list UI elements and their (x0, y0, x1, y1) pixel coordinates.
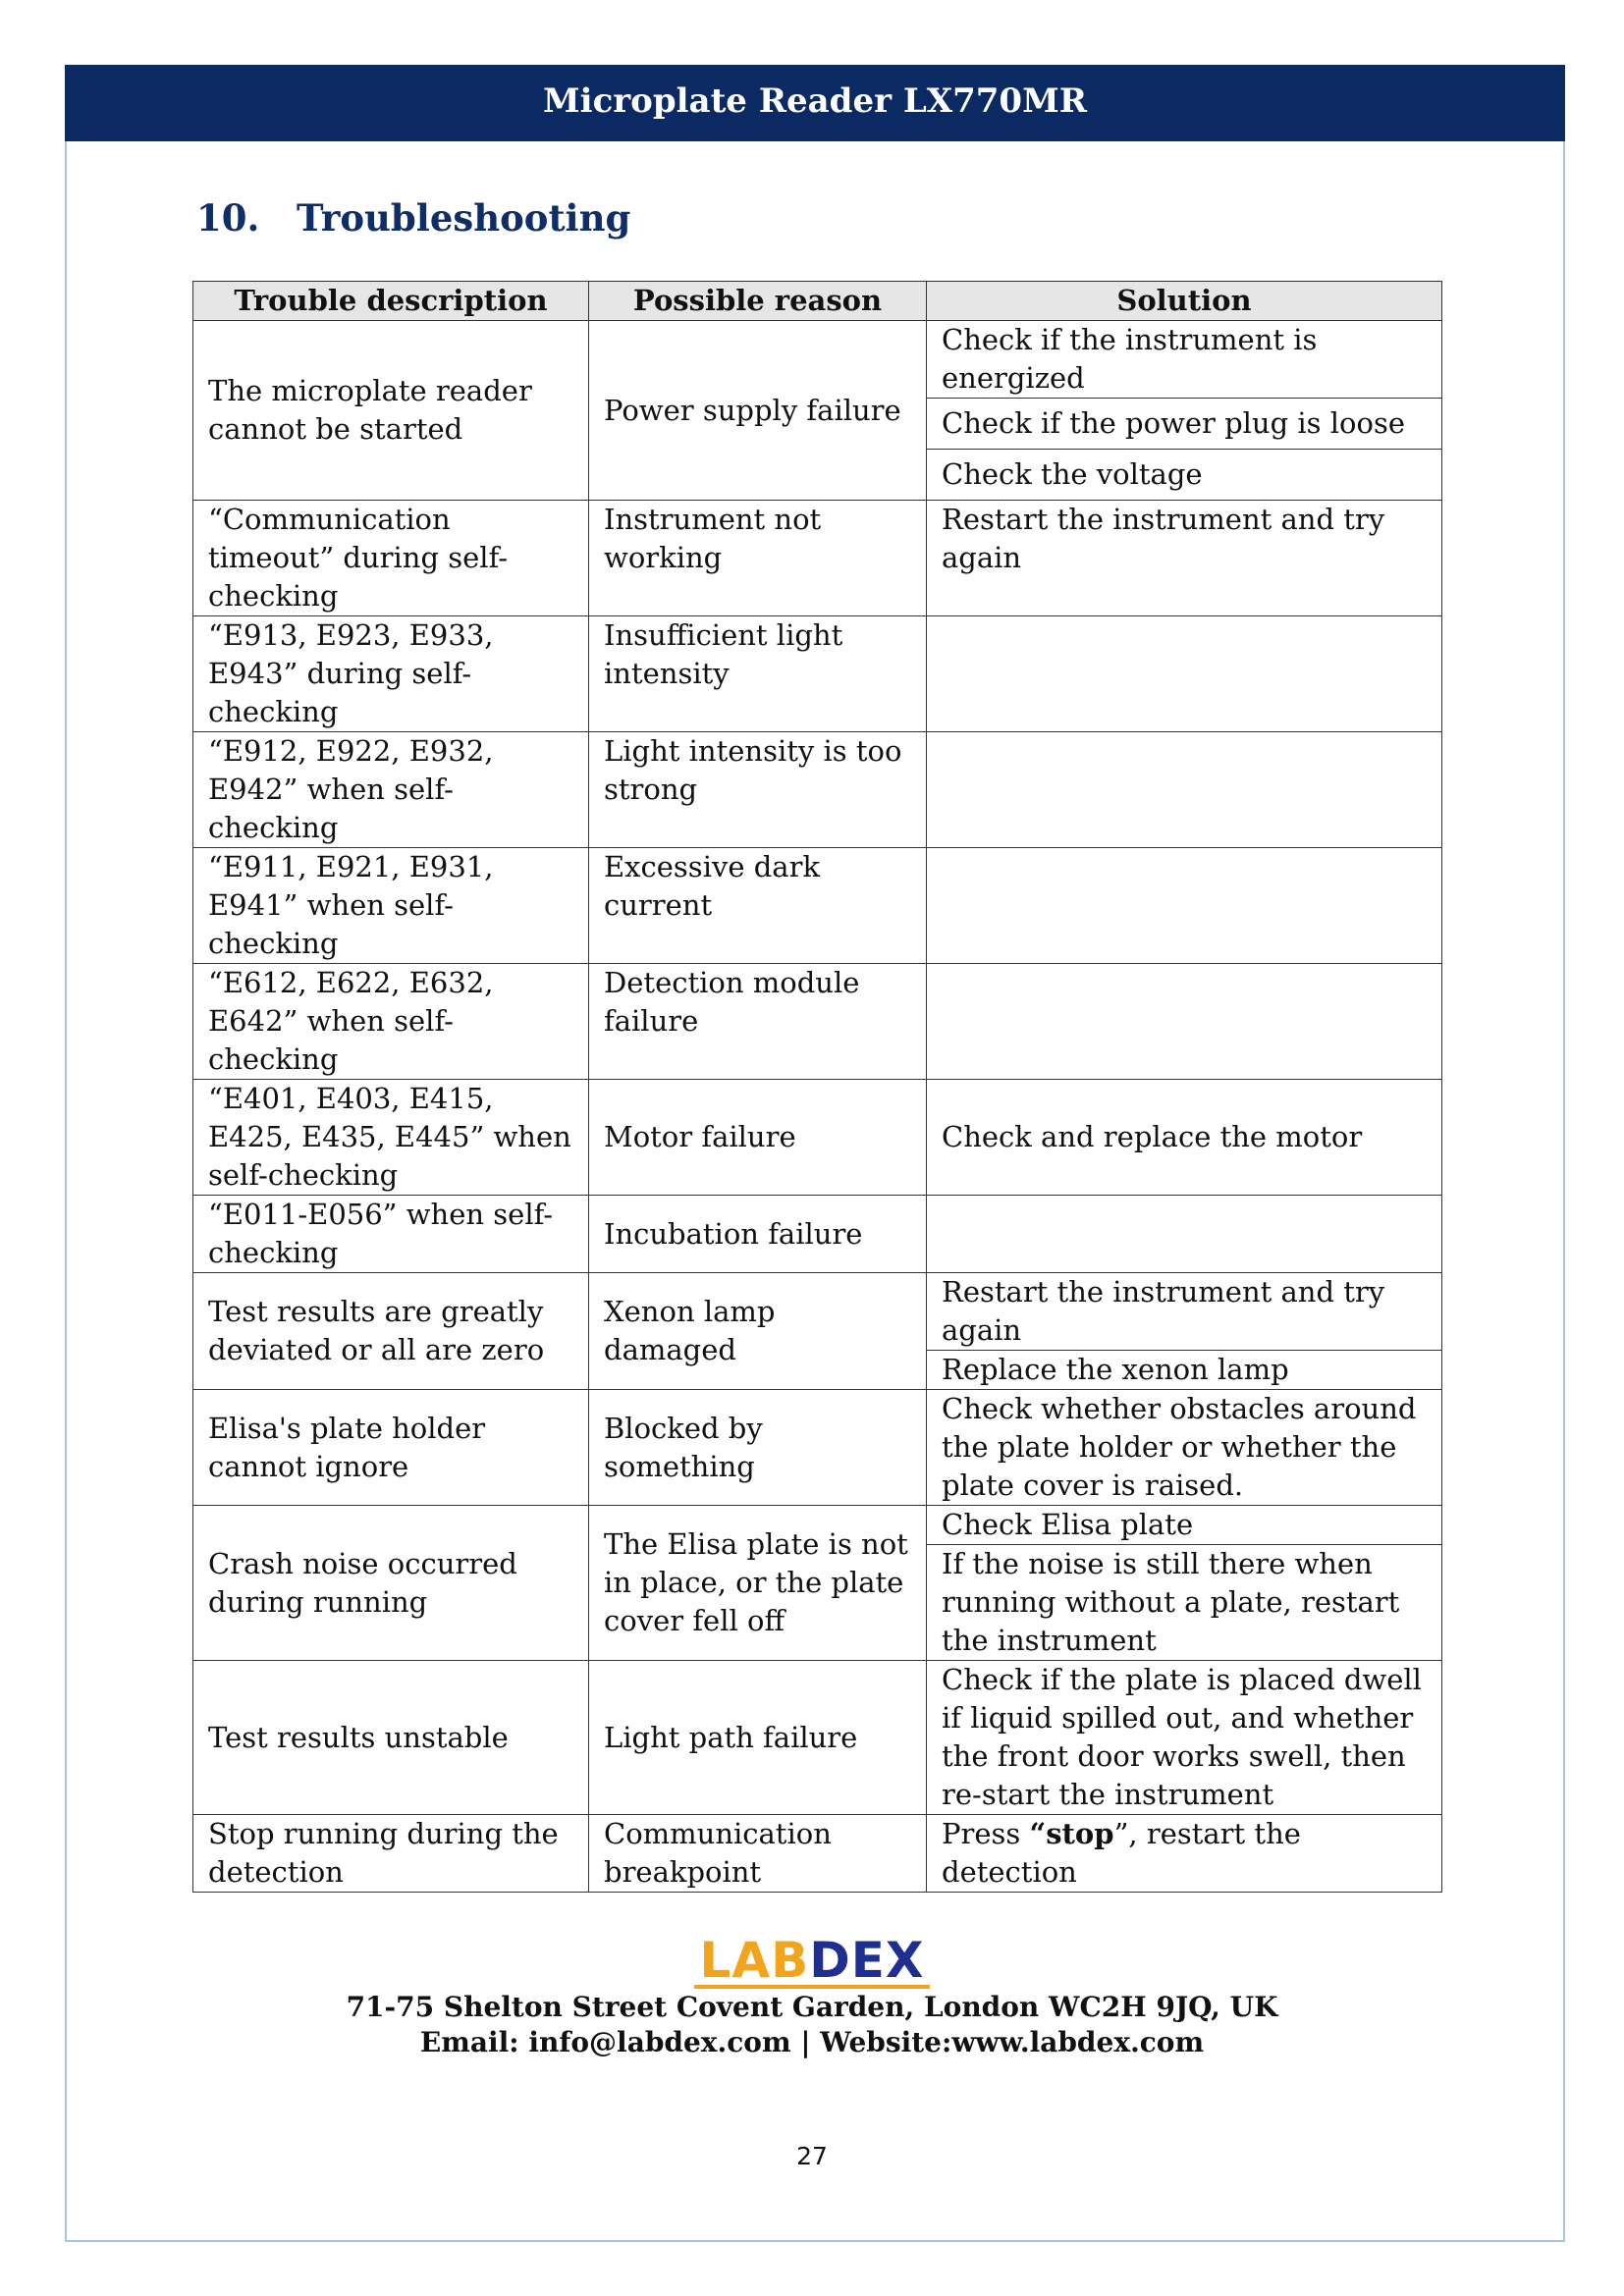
possible-reason-cell: Xenon lamp damaged (589, 1273, 927, 1390)
solution-cell: Check if the instrument is energized (927, 321, 1442, 399)
trouble-description-cell: The microplate reader cannot be started (193, 321, 589, 501)
solution-cell: Check whether obstacles around the plate holder or whether the plate cover is raised. (927, 1390, 1442, 1506)
section-title: Troubleshooting (297, 196, 631, 240)
trouble-description-cell: Crash noise occurred during running (193, 1506, 589, 1661)
logo-dex-text: DEX (809, 1932, 925, 1989)
solution-text: Press (942, 1817, 1030, 1850)
table-row (193, 501, 1442, 616)
possible-reason-cell: Power supply failure (589, 321, 927, 501)
solution-cell: Check and replace the motor (927, 1080, 1442, 1196)
possible-reason-cell: Excessive dark current (589, 848, 927, 964)
possible-reason-cell: Detection module failure (589, 964, 927, 1080)
possible-reason-cell: Instrument not working (589, 501, 927, 616)
column-header: Solution (927, 282, 1442, 321)
possible-reason-cell: Communication breakpoint (589, 1815, 927, 1893)
possible-reason-cell: Blocked by something (589, 1390, 927, 1506)
solution-cell: If the noise is still there when running without a plate, restart the instrument (927, 1545, 1442, 1661)
table-row (193, 848, 1442, 964)
table-row (193, 1080, 1442, 1196)
column-header: Trouble description (193, 282, 589, 321)
logo-lab-text: LAB (699, 1932, 810, 1989)
solution-cell (927, 1815, 1442, 1893)
table-row (193, 1815, 1442, 1893)
column-header: Possible reason (589, 282, 927, 321)
solution-cell: Check if the plate is placed dwell if liquid spilled out, and whether the front door works swell, then re-start the instrument (927, 1661, 1442, 1815)
solution-cell: Replace the xenon lamp (927, 1351, 1442, 1390)
footer-address: 71-75 Shelton Street Covent Garden, London WC2H 9JQ, UK (346, 1991, 1278, 2023)
table-row (193, 616, 1442, 732)
footer-contact: Email: info@labdex.com | Website:www.labdex.com (419, 2026, 1205, 2058)
solution-bold-text: “stop (1029, 1817, 1114, 1850)
trouble-description-cell: Test results unstable (193, 1661, 589, 1815)
trouble-description-cell: “E913, E923, E933, E943” during self-checking (193, 616, 589, 732)
table-header-row (193, 282, 1442, 321)
trouble-description-cell: Stop running during the detection (193, 1815, 589, 1893)
trouble-description-cell: “E401, E403, E415, E425, E435, E445” when self-checking (193, 1080, 589, 1196)
trouble-description-cell: “E912, E922, E932, E942” when self-checking (193, 732, 589, 848)
solution-cell (927, 848, 1442, 964)
table-row (193, 1506, 1442, 1545)
solution-cell (927, 1196, 1442, 1273)
solution-cell: Check if the power plug is loose (927, 399, 1442, 450)
possible-reason-cell: Insufficient light intensity (589, 616, 927, 732)
solution-cell (927, 616, 1442, 732)
labdex-logo (0, 1932, 1624, 1989)
possible-reason-cell: Light path failure (589, 1661, 927, 1815)
table-row (193, 1196, 1442, 1273)
header-band (65, 65, 1565, 141)
table-row (193, 732, 1442, 848)
solution-cell: Restart the instrument and try again (927, 1273, 1442, 1351)
table-row (193, 1661, 1442, 1815)
section-heading (196, 196, 630, 240)
trouble-description-cell: “E011-E056” when self-checking (193, 1196, 589, 1273)
troubleshooting-table (192, 281, 1442, 1893)
solution-cell: Check the voltage (927, 450, 1442, 501)
table-body (193, 321, 1442, 1893)
possible-reason-cell: Light intensity is too strong (589, 732, 927, 848)
trouble-description-cell: “E911, E921, E931, E941” when self-checking (193, 848, 589, 964)
trouble-description-cell: “E612, E622, E632, E642” when self-checking (193, 964, 589, 1080)
solution-cell (927, 732, 1442, 848)
solution-text: ”, restart the detection (942, 1817, 1301, 1889)
table-row (193, 964, 1442, 1080)
table-row (193, 321, 1442, 399)
trouble-description-cell: Elisa's plate holder cannot ignore (193, 1390, 589, 1506)
possible-reason-cell: Incubation failure (589, 1196, 927, 1273)
table-row (193, 1273, 1442, 1351)
solution-cell: Check Elisa plate (927, 1506, 1442, 1545)
header-title: Microplate Reader LX770MR (543, 81, 1087, 121)
solution-cell (927, 964, 1442, 1080)
possible-reason-cell: The Elisa plate is not in place, or the plate cover fell off (589, 1506, 927, 1661)
page-number: 27 (796, 2142, 828, 2170)
section-number: 10. (196, 196, 260, 240)
trouble-description-cell: Test results are greatly deviated or all are zero (193, 1273, 589, 1390)
solution-cell: Restart the instrument and try again (927, 501, 1442, 616)
trouble-description-cell: “Communication timeout” during self-checking (193, 501, 589, 616)
possible-reason-cell: Motor failure (589, 1080, 927, 1196)
table-row (193, 1390, 1442, 1506)
